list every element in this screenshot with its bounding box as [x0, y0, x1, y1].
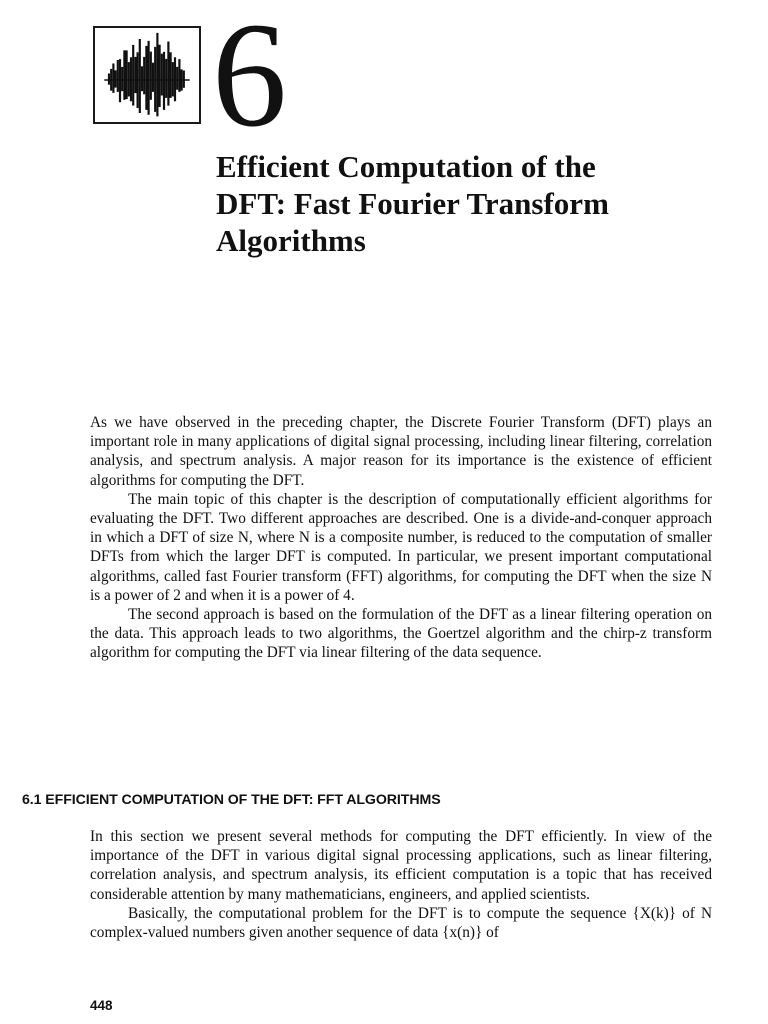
paragraph: As we have observed in the preceding chapter, the Discrete Fourier Transform (DFT) plays an important role in many applications of digital signal processing, including linear filtering, correlation analysis, and spectrum analysis. A major reason for its importance is the existence of efficient algorithms for computing the DFT.: [90, 414, 712, 489]
page-number: 448: [90, 998, 113, 1013]
paragraph: In this section we present several methods for computing the DFT efficiently. In view of the importance of the DFT in various digital signal processing applications, such as linear filtering, correlation analysis, and spectrum analysis, its efficient computation is a topic that has received considerable attention by many mathematicians, engineers, and applied scientists.: [90, 828, 712, 903]
paragraph: Basically, the computational problem for the DFT is to compute the sequence {X(k)} of N complex-valued numbers given another sequence of data {x(n)} of: [90, 904, 712, 942]
waveform-icon: [95, 28, 199, 122]
chapter-title-line: Algorithms: [216, 223, 366, 258]
section-heading: 6.1 EFFICIENT COMPUTATION OF THE DFT: FFT ALGORITHMS: [22, 792, 441, 808]
intro-text: [90, 413, 712, 663]
paragraph: The second approach is based on the formulation of the DFT as a linear filtering operation on the data. This approach leads to two algorithms, the Goertzel algorithm and the chirp-z transform algorithm for computing the DFT via linear filtering of the data sequence.: [90, 606, 712, 662]
chapter-title-line: DFT: Fast Fourier Transform: [216, 186, 609, 221]
chapter-title-line: Efficient Computation of the: [216, 149, 596, 184]
chapter-emblem: [93, 26, 201, 124]
section-text: [90, 827, 712, 942]
paragraph: The main topic of this chapter is the description of computationally efficient algorithms for evaluating the DFT. Two different approaches are described. One is a divide-and-conquer approach in which a DFT of size N, where N is a composite number, is reduced to the computation of smaller DFTs from which the larger DFT is computed. In particular, we present important computational algorithms, called fast Fourier transform (FFT) algorithms, for computing the DFT when the size N is a power of 2 and when it is a power of 4.: [90, 490, 712, 604]
chapter-title: [216, 148, 736, 259]
chapter-number: 6: [212, 0, 285, 158]
